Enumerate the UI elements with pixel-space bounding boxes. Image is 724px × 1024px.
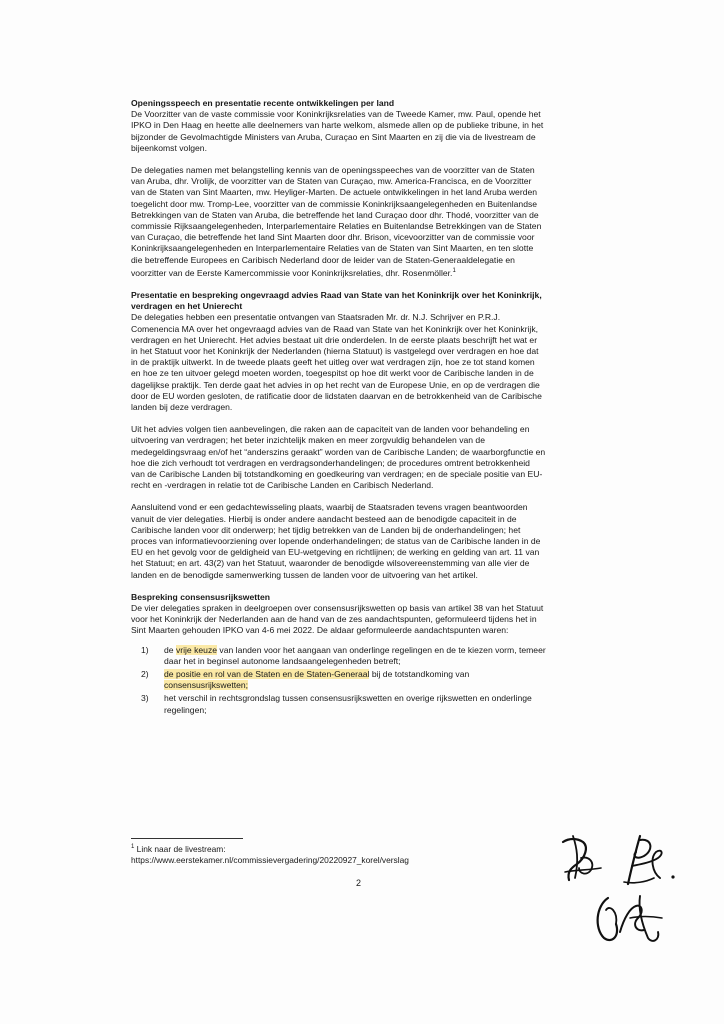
footnote-label: Link naar de livestream:: [136, 843, 226, 854]
handwritten-signature: [590, 888, 670, 950]
section-consensusrijkswetten: [131, 592, 546, 716]
section-heading: Bespreking consensusrijkswetten: [131, 591, 270, 602]
list-item-text: de: [164, 644, 176, 655]
paragraph: De Voorzitter van de vaste commissie voor Koninkrijksrelaties van de Tweede Kamer, mw. Paul, opende het IPKO in Den Haag en heette alle deelnemers van harte welkom, alsmede allen op de publieke tribune, in het bijzonder de Gevolmachtigde Ministers van Aruba, Curaçao en Sint Maarten en zij die via de livestream de bijeenkomst volgen.: [131, 109, 544, 153]
paragraph: [131, 165, 546, 279]
footnote-label-line: [131, 842, 561, 855]
handwritten-initials-1: [555, 828, 615, 888]
section-heading: Openingsspeech en presentatie recente ontwikkelingen per land: [131, 98, 395, 108]
highlighted-text: vrije keuze: [175, 644, 218, 655]
paragraph: De delegaties hebben een presentatie ontvangen van Staatsraden Mr. dr. N.J. Schrijver en P.R.J. Comenencia MA over het ongevraagd advies van de Raad van State van het Koninkrijk over het Koninkrijk, verdragen en het Unierecht. Het advies bestaat uit drie onderdelen. In de eerste plaats beschrijft het wat er in het Statuut voor het Koninkrijk der Nederlanden (hierna Statuut) is vastgelegd over verdragen en hoe dat in de praktijk uitwerkt. In de tweede plaats geeft het uitleg over wat verdragen zijn, hoe ze tot stand komen en hoe ze ten uitvoer gelegd moeten worden, toegespitst op hoe dit werkt voor de Caribische landen in de dagelijkse praktijk. Ten derde gaat het advies in op het recht van de Europese Unie, en op de verdragen die door de EU worden gesloten, de ratificatie door de lidstaten daarvan en de betrokkenheid van de Caribische landen bij deze verdragen.: [131, 312, 542, 412]
section-openingsspeech: [131, 98, 546, 279]
highlighted-text: consensusrijkswetten;: [164, 680, 249, 691]
list-item-text: van landen voor het aangaan van onderlinge regelingen en de te kiezen vorm, temeer daar het in beginsel autonome landsaangelegenheden betreft;: [164, 644, 546, 666]
list-item: [141, 669, 546, 691]
list-item-text: het verschil in rechtsgrondslag tussen consensusrijkswetten en overige rijkswetten en onderlinge regelingen;: [164, 693, 532, 715]
list-item-number: 3): [141, 693, 149, 704]
highlighted-text: de positie en rol van de Staten en de Staten-Generaal: [164, 669, 370, 679]
handwritten-initials-2: [618, 832, 682, 892]
page-content: [131, 98, 546, 718]
list-item: [141, 693, 546, 715]
page-number: 2: [356, 878, 362, 888]
list-item: [141, 645, 546, 667]
list-item-text: bij de totstandkoming van: [369, 669, 470, 679]
paragraph: Uit het advies volgen tien aanbevelingen, die raken aan de capaciteit van de landen voor behandeling en uitvoering van verdragen; het beter inzichtelijk maken en meer zorgvuldig behandelen van de medegeldingsvraag en/of het “anderszins geraakt” worden van de Caribische Landen; de waarborgfunctie en hoe die zich verhoudt tot verdragen en verdragsonderhandelingen; de procedures omtrent betrokkenheid van de Caribische Landen bij totstandkoming en goedkeuring van verdragen; en de speciale positie van EU-recht en -verdragen in relatie tot de Caribische Landen en Caribisch Nederland.: [131, 424, 546, 491]
footnote-url[interactable]: https://www.eerstekamer.nl/commissievergadering/20220927_korel/verslag: [131, 854, 409, 865]
aandachtspunten-list: [131, 645, 546, 716]
footnote-separator: [131, 838, 243, 839]
paragraph-text: De delegaties namen met belangstelling kennis van de openingsspeeches van de voorzitter van de Staten van Aruba, dhr. Vrolijk, de voorzitter van de Staten van Curaçao, mw. America-Francisca, en de Voorzitter van de Staten van Sint Maarten, mw. Heyliger-Marten. De actuele ontwikkelingen in het land Aruba werden toegelicht door mw. Tromp-Lee, voorzitter van de commissie Koninkrijksaangelegenheden en Buitenlandse Betrekkingen van de Staten van Aruba, die betreffende het land Curaçao door dhr. Thodé, voorzitter van de commissie Rijksaangelegenheden, Interparlementaire Relaties en Buitenlandse Betrekkingen van de Staten van Curaçao, die betreffende het land Sint Maarten door dhr. Brison, vicevoorzitter van de commissie voor Koninkrijksaangelegenheden en Interparlementaire Relaties van de Staten van Sint Maarten, en ten slotte die betreffende Europees en Caribisch Nederland door de leider van de Staten-Generaaldelegatie en voorzitter van de Eerste Kamercommissie voor Koninkrijksrelaties, dhr. Rosenmöller.: [131, 165, 542, 278]
list-item-number: 1): [141, 644, 149, 655]
section-advies-raad-van-state: [131, 290, 546, 581]
paragraph: De vier delegaties spraken in deelgroepen over consensusrijkswetten op basis van artikel 38 van het Statuut voor het Koninkrijk der Nederlanden aan de hand van de zes aandachtspunten, geformuleerd tijdens het in Sint Maarten gehouden IPKO van 4-6 mei 2022. De aldaar geformuleerde aandachtspunten waren:: [131, 602, 544, 636]
footnote: [131, 842, 561, 866]
footnote-mark: 1: [131, 844, 135, 850]
section-heading: Presentatie en bespreking ongevraagd advies Raad van State van het Koninkrijk over het Koninkrijk, verdragen en het Unierecht: [131, 289, 542, 312]
list-item-number: 2): [141, 669, 149, 679]
footnote-reference[interactable]: 1: [452, 267, 456, 274]
paragraph: Aansluitend vond er een gedachtewisseling plaats, waarbij de Staatsraden tevens vragen beantwoorden vanuit de vier delegaties. Hierbij is onder andere aandacht besteed aan de benodigde capaciteit in de Caribische landen voor dit onderwerp; het tijdig betrekken van de Landen bij de onderhandelingen; het proces van informatievoorziening over lopende onderhandelingen; de status van de Caribische landen in de EU en het gevolg voor de geldigheid van EU-wetgeving en richtlijnen; de werking en gelding van art. 11 van het Statuut; en art. 43(2) van het Statuut, waaronder de benodigde wilsovereenstemming van alle vier de landen en de benodigde samenwerking tussen de landen voor de uitvoering van het artikel.: [131, 502, 541, 580]
